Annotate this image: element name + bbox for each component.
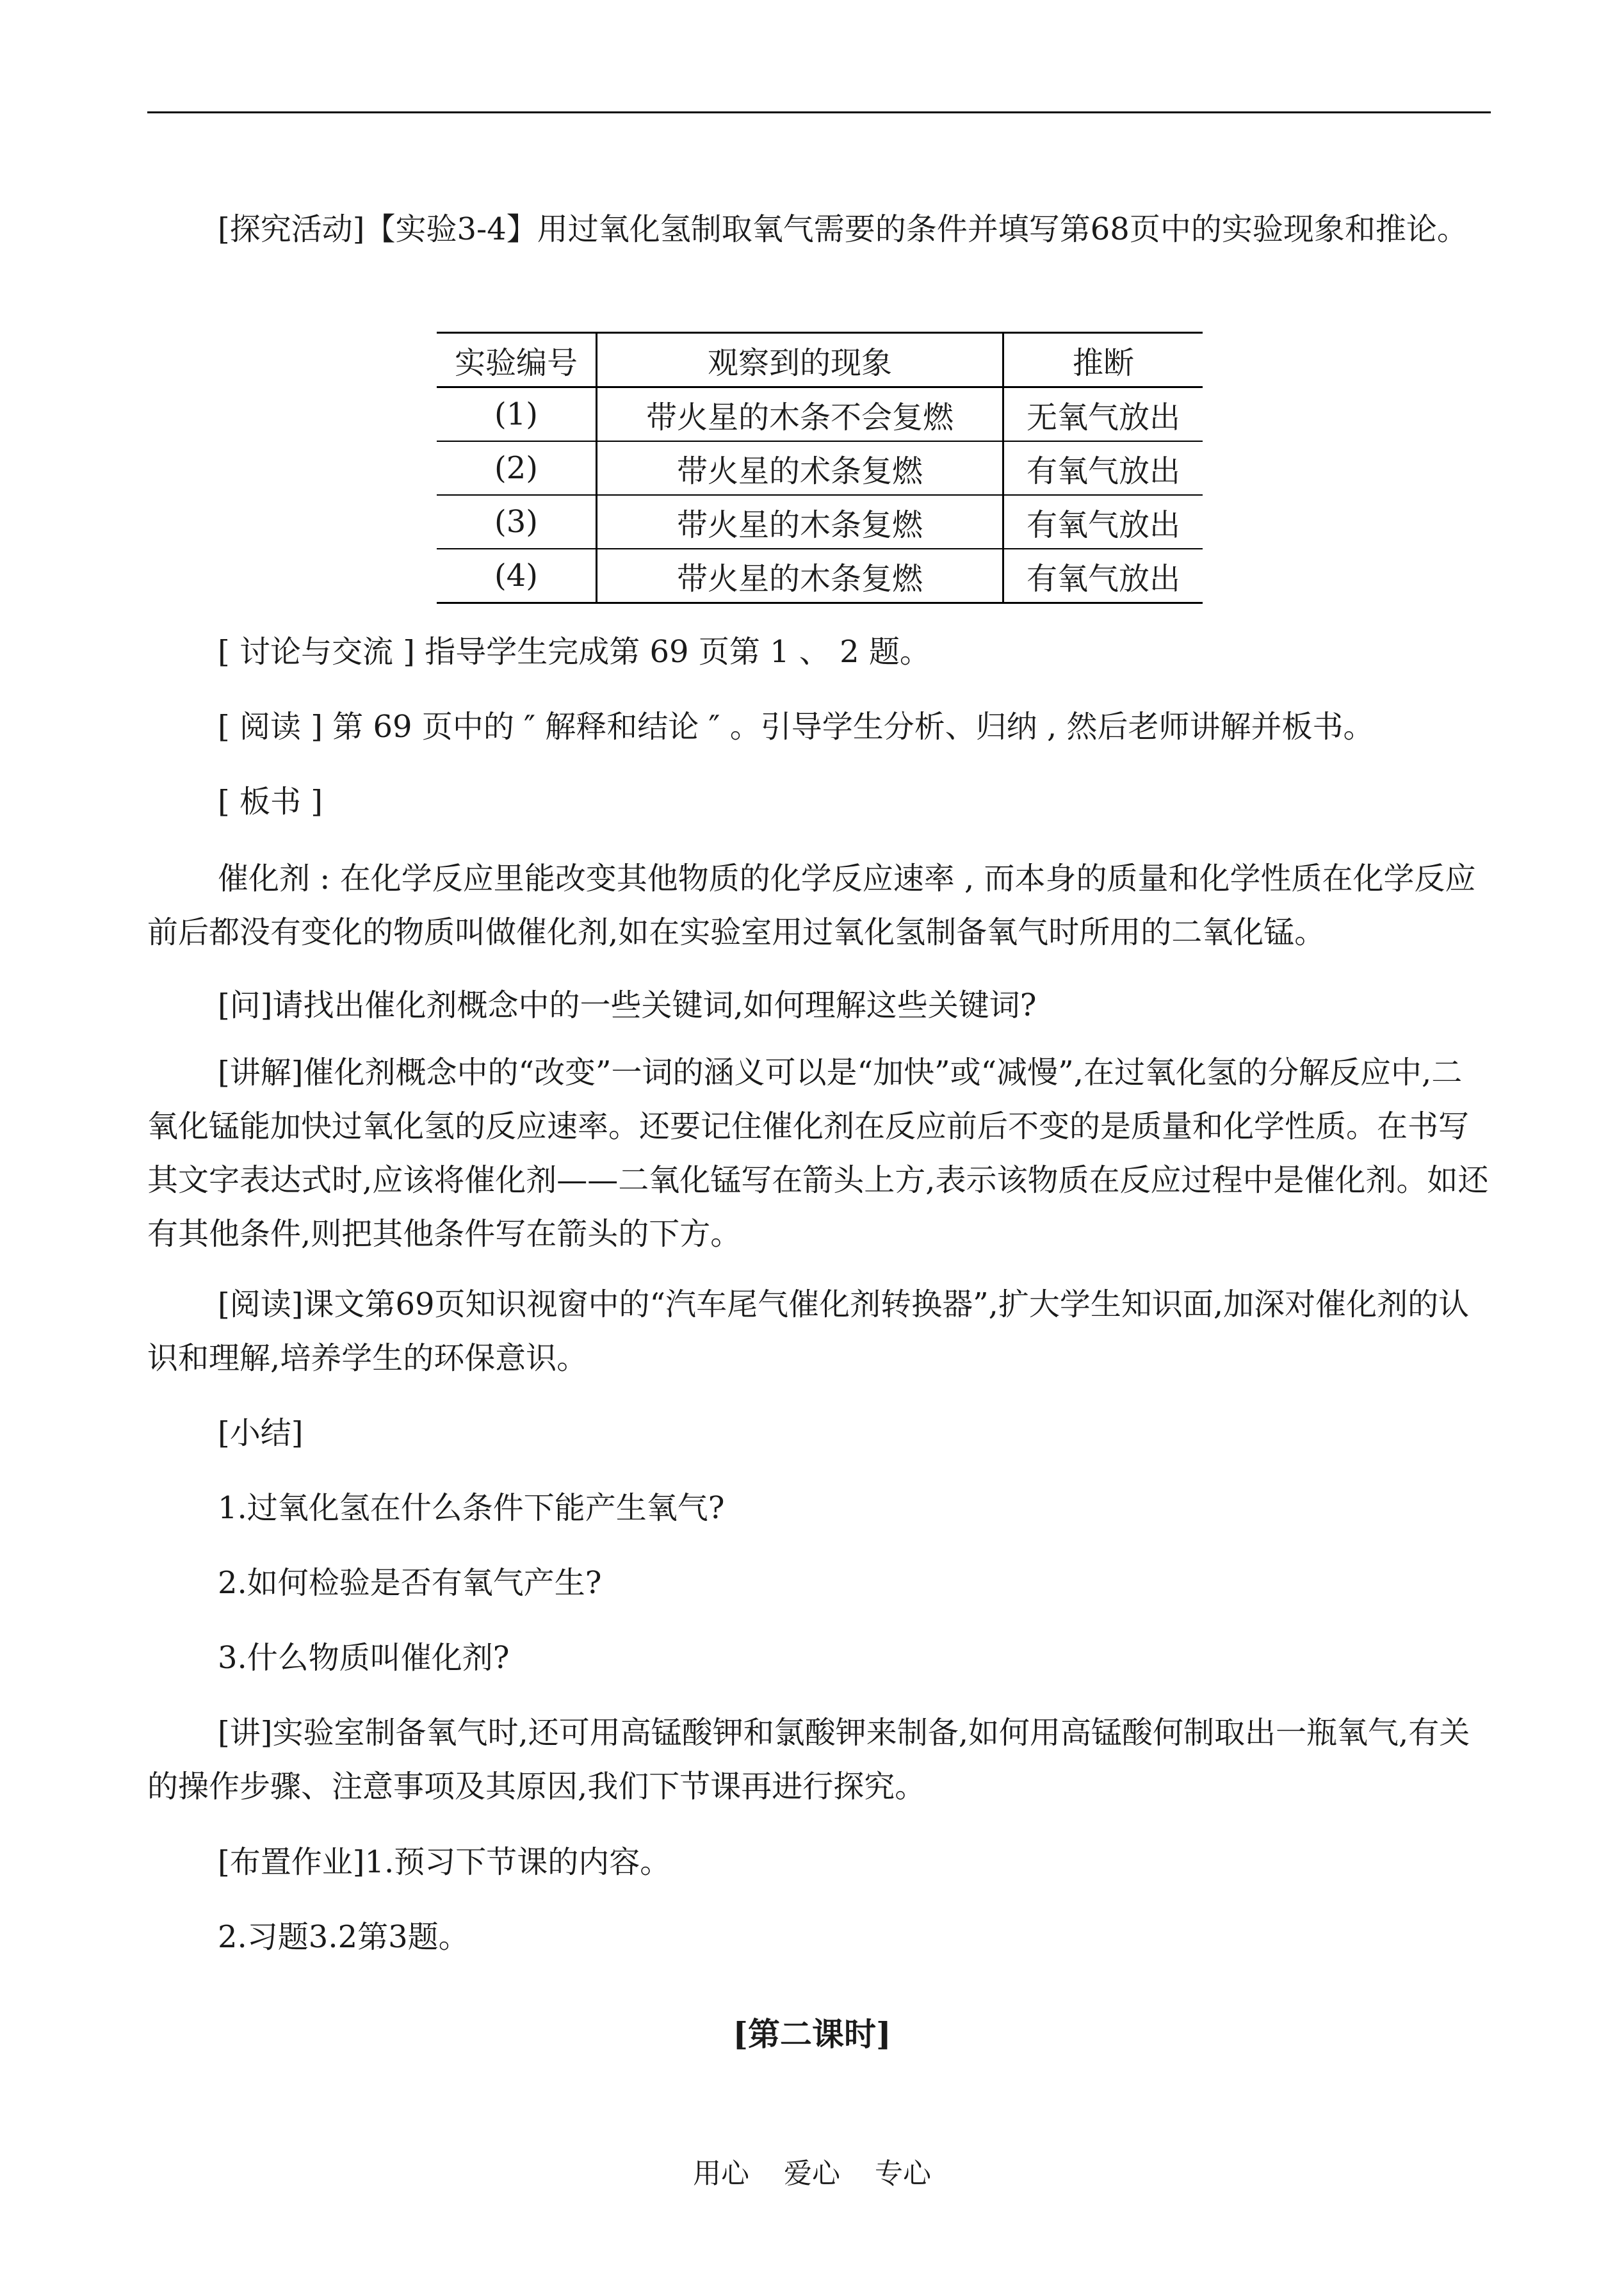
- table-cell: (2): [437, 441, 597, 495]
- table-cell: 有氧气放出: [1003, 441, 1203, 495]
- section-title: [第二课时]: [733, 2015, 891, 2053]
- table-cell: 带火星的木条复燃: [597, 549, 1003, 603]
- table-row: [437, 387, 1203, 442]
- summary-question: 3.什么物质叫催化剂?: [218, 1640, 510, 1676]
- summary-label: [小结]: [218, 1415, 304, 1451]
- table-cell: 有氧气放出: [1003, 549, 1203, 603]
- table-cell: (4): [437, 549, 597, 603]
- table-cell: 带火星的术条复燃: [597, 441, 1003, 495]
- board-label: [ 板书 ]: [218, 784, 323, 820]
- question-line: [问]请找出催化剂概念中的一些关键词,如何理解这些关键词?: [218, 987, 1037, 1023]
- summary-question: 1.过氧化氢在什么条件下能产生氧气?: [218, 1490, 725, 1526]
- table-cell: 带火星的木条复燃: [597, 495, 1003, 549]
- activity-paragraph: [探究活动]【实验3-4】用过氧化氢制取氧气需要的条件并填写第68页中的实验现象和推论。: [218, 211, 1468, 247]
- page-footer: 用心 爱心 专心: [693, 2157, 931, 2190]
- table-header-row: [437, 333, 1203, 387]
- header-rule: [147, 111, 1491, 113]
- table-cell: (3): [437, 495, 597, 549]
- table-cell: (1): [437, 387, 597, 442]
- experiment-table: [437, 332, 1203, 604]
- homework-line: [布置作业]1.预习下节课的内容。: [218, 1844, 671, 1880]
- catalyst-definition: 催化剂 : 在化学反应里能改变其他物质的化学反应速率 , 而本身的质量和化学性质在化学反应前后都没有变化的物质叫做催化剂,如在实验室用过氧化氢制备氧气时所用的二氧化锰。: [147, 861, 1476, 950]
- table-row: [437, 441, 1203, 495]
- table-row: [437, 549, 1203, 603]
- discussion-line: [ 讨论与交流 ] 指导学生完成第 69 页第 1 、 2 题。: [218, 634, 930, 670]
- homework-line: 2.习题3.2第3题。: [218, 1919, 469, 1955]
- table-header-cell: 实验编号: [437, 333, 597, 387]
- table-cell: 带火星的木条不会复燃: [597, 387, 1003, 442]
- summary-question: 2.如何检验是否有氧气产生?: [218, 1565, 602, 1601]
- table-row: [437, 495, 1203, 549]
- table-header-cell: 观察到的现象: [597, 333, 1003, 387]
- explanation-paragraph: [讲解]催化剂概念中的“改变”一词的涵义可以是“加快”或“减慢”,在过氧化氢的分解反应中,二氧化锰能加快过氧化氢的反应速率。还要记住催化剂在反应前后不变的是质量和化学性质。在书写其文字表达式时,应该将催化剂——二氧化锰写在箭头上方,表示该物质在反应过程中是催化剂。如还有其他条件,则把其他条件写在箭头的下方。: [147, 1055, 1489, 1252]
- table-cell: 有氧气放出: [1003, 495, 1203, 549]
- table-header-cell: 推断: [1003, 333, 1203, 387]
- reading-line: [ 阅读 ] 第 69 页中的 ″ 解释和结论 ″ 。引导学生分析、归纳 , 然后老师讲解并板书。: [218, 709, 1374, 745]
- table-cell: 无氧气放出: [1003, 387, 1203, 442]
- reading-paragraph: [阅读]课文第69页知识视窗中的“汽车尾气催化剂转换器”,扩大学生知识面,加深对催化剂的认识和理解,培养学生的环保意识。: [147, 1286, 1470, 1376]
- lecture-paragraph: [讲]实验室制备氧气时,还可用高锰酸钾和氯酸钾来制备,如何用高锰酸何制取出一瓶氧气,有关的操作步骤、注意事项及其原因,我们下节课再进行探究。: [147, 1715, 1470, 1804]
